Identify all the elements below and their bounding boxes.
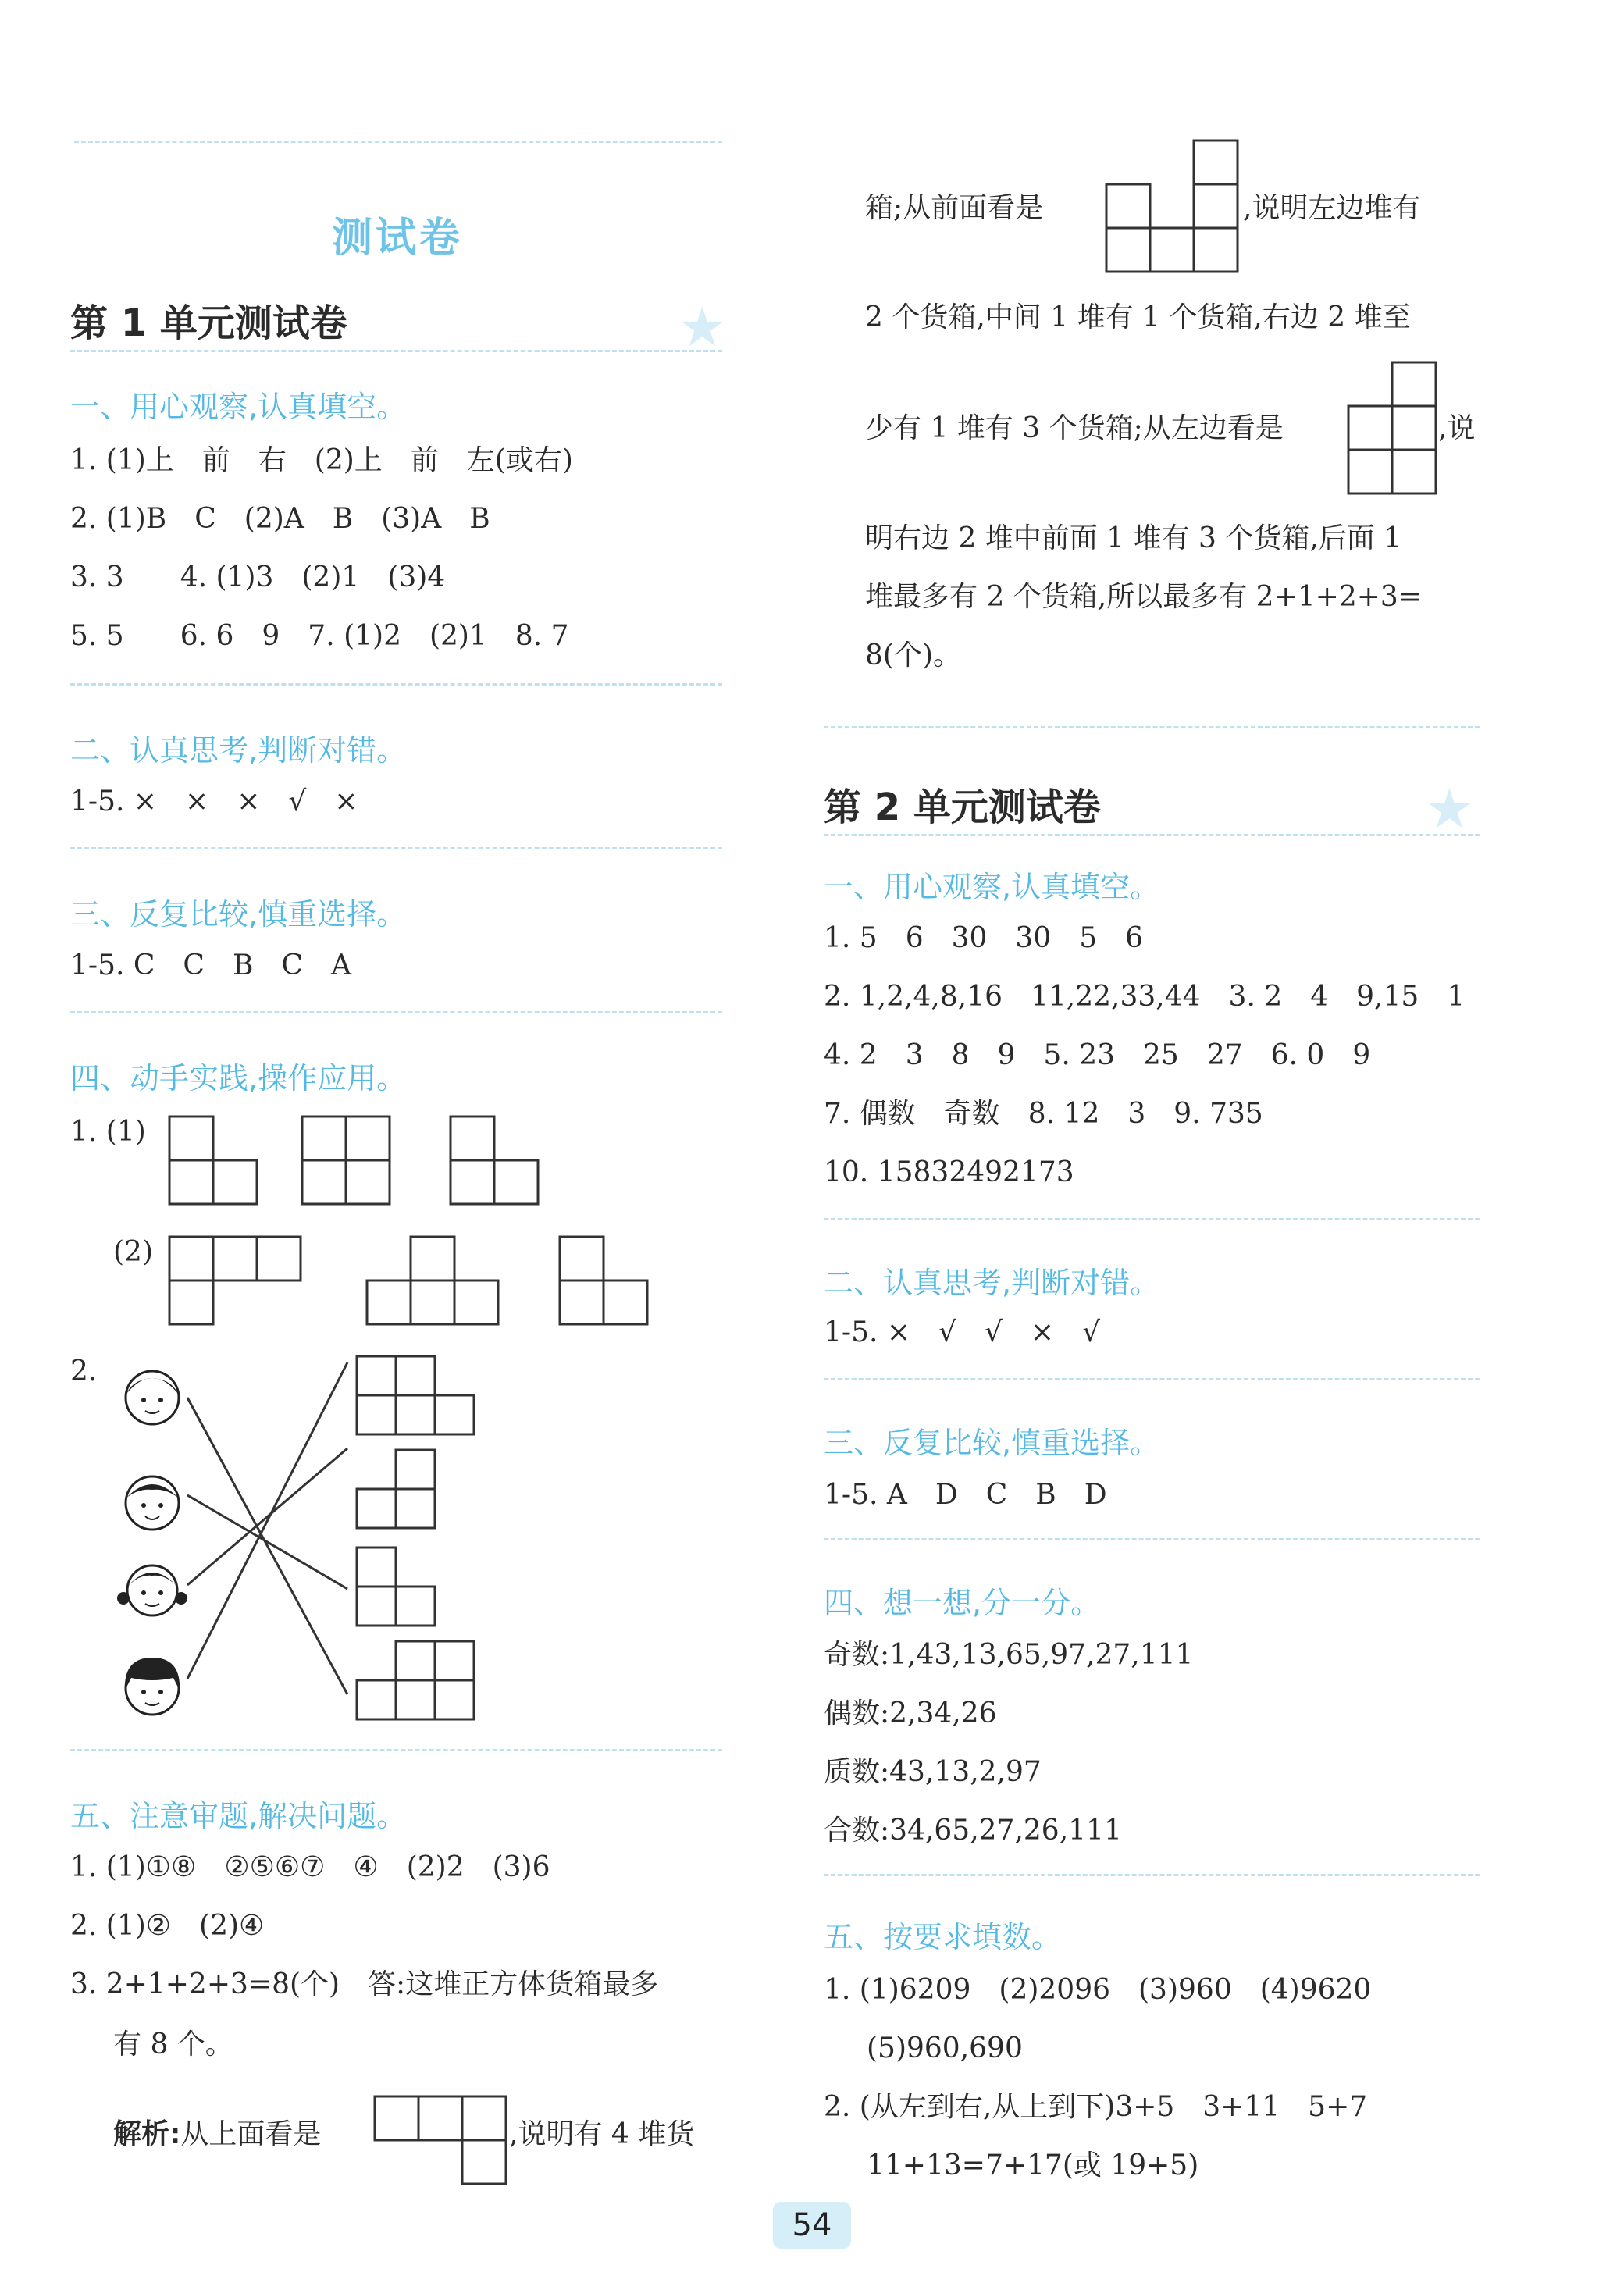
answer-line: 11+13=7+17(或 19+5)	[867, 2150, 1199, 2182]
answer-line: 3. 2+1+2+3=8(个) 答:这堆正方体货箱最多	[70, 1968, 659, 2000]
answer-line: 偶数:2,34,26	[824, 1697, 997, 1729]
analysis-text: ,说	[1438, 412, 1476, 444]
answer-line: 2. (1)② (2)④	[70, 1910, 265, 1942]
analysis-text: ,说明左边堆有	[1243, 192, 1421, 224]
unit1-section3-heading: 三、反复比较,慎重选择。	[70, 897, 407, 931]
answer-line: 4. 2 3 8 9 5. 23 25 27 6. 0 9	[824, 1039, 1371, 1071]
answer-line: 合数:34,65,27,26,111	[824, 1815, 1122, 1847]
star-icon: ★	[678, 295, 727, 359]
divider	[70, 847, 722, 849]
unit2-section5-heading: 五、按要求填数。	[824, 1920, 1062, 1954]
answer-line: (5)960,690	[867, 2032, 1023, 2064]
unit1-title: 第 1 单元测试卷	[70, 301, 347, 345]
answer-line: 1. (1)上 前 右 (2)上 前 左(或右)	[70, 444, 573, 476]
answer-line: 5. 5 6. 6 9 7. (1)2 (2)1 8. 7	[70, 620, 569, 652]
unit2-title: 第 2 单元测试卷	[824, 785, 1101, 829]
answer-line: 10. 15832492173	[824, 1156, 1074, 1188]
star-icon: ★	[1425, 777, 1474, 841]
answer-line: 有 8 个。	[113, 2028, 233, 2061]
shape-grid	[449, 1115, 543, 1206]
analysis-text: 少有 1 堆有 3 个货箱;从左边看是	[865, 412, 1284, 444]
unit1-section2-heading: 二、认真思考,判断对错。	[70, 733, 407, 768]
matching-lines	[180, 1343, 359, 1718]
question-label: 2.	[70, 1355, 98, 1387]
answer-line: 2. (从左到右,从上到下)3+5 3+11 5+7	[824, 2091, 1368, 2123]
answer-line: 1-5. A D C B D	[824, 1479, 1107, 1511]
divider	[70, 1011, 722, 1013]
analysis-tag: 解析:	[113, 2118, 181, 2150]
shape-grid	[355, 1355, 480, 1436]
top-view-grid	[373, 2095, 514, 2185]
question-label: 1. (1)	[70, 1116, 146, 1148]
page-number: 54	[773, 2202, 851, 2249]
shape-grid	[558, 1235, 652, 1326]
divider	[824, 726, 1480, 728]
unit2-section3-heading: 三、反复比较,慎重选择。	[824, 1426, 1160, 1460]
answer-line: 3. 3 4. (1)3 (2)1 (3)4	[70, 561, 446, 593]
girl-face-icon	[117, 1362, 187, 1436]
answer-line: 1-5. C C B C A	[70, 949, 351, 981]
divider	[824, 834, 1480, 836]
girl-bangs-face-icon	[117, 1651, 187, 1725]
shape-grid	[168, 1235, 305, 1326]
analysis-text: 堆最多有 2 个货箱,所以最多有 2+1+2+3=	[865, 581, 1422, 613]
answer-line: 奇数:1,43,13,65,97,27,111	[824, 1639, 1194, 1671]
analysis-text: ,说明有 4 堆货	[509, 2118, 695, 2150]
analysis-text: 2 个货箱,中间 1 堆有 1 个货箱,右边 2 堆至	[865, 301, 1411, 333]
answer-line: 质数:43,13,2,97	[824, 1756, 1042, 1788]
answer-line: 7. 偶数 奇数 8. 12 3 9. 735	[824, 1098, 1263, 1130]
answer-line: 1-5. × × × √ ×	[70, 785, 358, 817]
analysis-text: 箱;从前面看是	[865, 192, 1044, 224]
unit1-section5-heading: 五、注意审题,解决问题。	[70, 1799, 407, 1833]
shape-grid	[355, 1640, 480, 1721]
shape-grid	[355, 1546, 441, 1627]
answer-line: 1-5. × √ √ × √	[824, 1316, 1101, 1348]
front-view-grid	[1105, 139, 1245, 276]
analysis-text: 8(个)。	[865, 639, 961, 671]
divider	[824, 1378, 1480, 1380]
divider	[70, 683, 722, 686]
analysis-text: 从上面看是	[180, 2118, 322, 2150]
unit1-section1-heading: 一、用心观察,认真填空。	[70, 390, 407, 424]
shape-grid	[301, 1115, 394, 1206]
left-view-grid	[1347, 361, 1441, 498]
shape-grid	[355, 1448, 441, 1530]
unit1-section4-heading: 四、动手实践,操作应用。	[70, 1061, 407, 1095]
divider	[70, 1749, 722, 1751]
divider	[74, 141, 722, 143]
answer-line: 1. 5 6 30 30 5 6	[824, 922, 1144, 954]
divider	[824, 1874, 1480, 1876]
answer-line: 2. (1)B C (2)A B (3)A B	[70, 503, 490, 535]
divider	[824, 1538, 1480, 1540]
answer-line: 1. (1)6209 (2)2096 (3)960 (4)9620	[824, 1974, 1372, 2006]
answer-line: 2. 1,2,4,8,16 11,22,33,44 3. 2 4 9,15 1	[824, 981, 1466, 1013]
question-label: (2)	[113, 1236, 153, 1268]
shape-grid	[168, 1115, 262, 1206]
girl-pigtails-face-icon	[117, 1555, 187, 1629]
divider	[824, 1218, 1480, 1220]
answer-line: 1. (1)①⑧ ②⑤⑥⑦ ④ (2)2 (3)6	[70, 1851, 550, 1883]
boy-face-icon	[117, 1468, 187, 1541]
unit2-section2-heading: 二、认真思考,判断对错。	[824, 1266, 1160, 1300]
divider	[70, 350, 722, 352]
analysis-label	[113, 2117, 321, 2151]
analysis-text: 明右边 2 堆中前面 1 堆有 3 个货箱,后面 1	[865, 522, 1402, 554]
unit2-section1-heading: 一、用心观察,认真填空。	[824, 870, 1160, 904]
shape-grid	[365, 1235, 503, 1326]
page-title: 测试卷	[332, 215, 464, 262]
unit2-section4-heading: 四、想一想,分一分。	[824, 1586, 1101, 1620]
